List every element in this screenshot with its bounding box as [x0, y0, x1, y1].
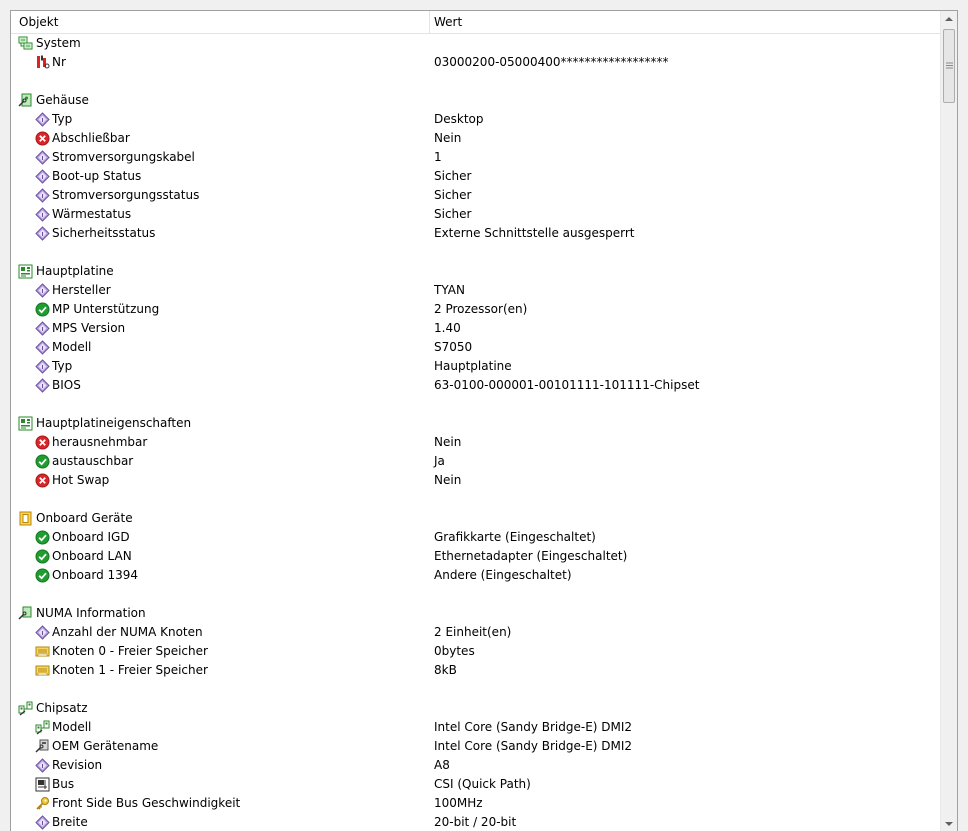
- property-icon: [35, 359, 50, 374]
- property-label: Hot Swap: [52, 473, 110, 487]
- property-label: Bus: [52, 777, 75, 791]
- property-value: Sicher: [434, 188, 472, 202]
- category-row[interactable]: [11, 414, 941, 433]
- grip-icon: [946, 62, 953, 69]
- property-label: OEM Gerätename: [52, 739, 159, 753]
- property-icon: [35, 758, 50, 773]
- category-row[interactable]: [11, 509, 941, 528]
- property-row[interactable]: [11, 224, 941, 243]
- no-icon: [35, 473, 50, 488]
- property-label: Breite: [52, 815, 88, 829]
- property-value: 2 Einheit(en): [434, 625, 512, 639]
- category-label: System: [36, 36, 81, 50]
- category-label: Hauptplatine: [36, 264, 114, 278]
- property-label: Stromversorgungskabel: [52, 150, 195, 164]
- property-value: TYAN: [434, 283, 465, 297]
- system-info-panel: [10, 10, 958, 831]
- property-value: 1.40: [434, 321, 461, 335]
- property-value: 2 Prozessor(en): [434, 302, 528, 316]
- property-label: herausnehmbar: [52, 435, 148, 449]
- property-row[interactable]: [11, 357, 941, 376]
- property-row[interactable]: [11, 718, 941, 737]
- property-row[interactable]: [11, 737, 941, 756]
- onboard-device-icon: [18, 511, 33, 526]
- property-value: CSI (Quick Path): [434, 777, 531, 791]
- property-value: Sicher: [434, 207, 472, 221]
- chipset-icon: [35, 720, 50, 735]
- category-row[interactable]: [11, 262, 941, 281]
- motherboard-icon: [18, 416, 33, 431]
- property-icon: [35, 188, 50, 203]
- property-row[interactable]: [11, 110, 941, 129]
- property-label: austauschbar: [52, 454, 134, 468]
- property-row[interactable]: [11, 148, 941, 167]
- property-icon: [35, 150, 50, 165]
- property-row[interactable]: [11, 129, 941, 148]
- device-name-icon: [35, 739, 50, 754]
- property-row[interactable]: [11, 452, 941, 471]
- property-label: MP Unterstützung: [52, 302, 160, 316]
- category-row[interactable]: [11, 34, 941, 53]
- property-icon: [35, 321, 50, 336]
- property-label: Front Side Bus Geschwindigkeit: [52, 796, 241, 810]
- property-label: Typ: [52, 359, 73, 373]
- property-label: Anzahl der NUMA Knoten: [52, 625, 203, 639]
- property-row[interactable]: [11, 53, 941, 72]
- property-row[interactable]: [11, 471, 941, 490]
- category-row[interactable]: [11, 91, 941, 110]
- property-value: Desktop: [434, 112, 484, 126]
- property-value: Nein: [434, 435, 462, 449]
- yes-icon: [35, 302, 50, 317]
- property-value: Intel Core (Sandy Bridge-E) DMI2: [434, 720, 633, 734]
- property-value: 8kB: [434, 663, 457, 677]
- property-value: 63-0100-000001-00101111-101111-Chipset: [434, 378, 700, 392]
- memory-icon: [35, 663, 50, 678]
- property-row[interactable]: [11, 300, 941, 319]
- yes-icon: [35, 549, 50, 564]
- category-label: NUMA Information: [36, 606, 146, 620]
- no-icon: [35, 435, 50, 450]
- scrollbar-thumb[interactable]: [943, 29, 955, 103]
- vertical-scrollbar[interactable]: [940, 11, 957, 831]
- column-header-value[interactable]: Wert: [434, 15, 463, 29]
- property-row[interactable]: [11, 205, 941, 224]
- property-value: Sicher: [434, 169, 472, 183]
- property-row[interactable]: [11, 623, 941, 642]
- column-header: [11, 11, 941, 34]
- category-row[interactable]: [11, 604, 941, 623]
- property-row[interactable]: [11, 376, 941, 395]
- system-icon: [18, 36, 33, 51]
- property-icon: [35, 340, 50, 355]
- property-row[interactable]: [11, 775, 941, 794]
- property-value: 20-bit / 20-bit: [434, 815, 517, 829]
- property-label: Sicherheitsstatus: [52, 226, 156, 240]
- property-value: 1: [434, 150, 442, 164]
- property-label: Abschließbar: [52, 131, 130, 145]
- property-value: Nein: [434, 131, 462, 145]
- property-label: Revision: [52, 758, 103, 772]
- property-row[interactable]: [11, 566, 941, 585]
- property-label: Nr: [52, 55, 66, 69]
- chassis-icon: [18, 93, 33, 108]
- property-label: Typ: [52, 112, 73, 126]
- property-label: Hersteller: [52, 283, 111, 297]
- chipset-icon: [18, 701, 33, 716]
- property-value: Externe Schnittstelle ausgesperrt: [434, 226, 635, 240]
- yes-icon: [35, 454, 50, 469]
- category-label: Chipsatz: [36, 701, 88, 715]
- category-row[interactable]: [11, 699, 941, 718]
- property-label: Onboard LAN: [52, 549, 132, 563]
- property-icon: [35, 226, 50, 241]
- property-label: MPS Version: [52, 321, 126, 335]
- property-row[interactable]: [11, 338, 941, 357]
- column-header-object[interactable]: Objekt: [11, 11, 430, 33]
- numa-icon: [18, 606, 33, 621]
- scroll-up-icon[interactable]: [941, 11, 957, 28]
- property-icon: [35, 815, 50, 830]
- bus-icon: [35, 777, 50, 792]
- property-row[interactable]: [11, 281, 941, 300]
- property-row[interactable]: [11, 186, 941, 205]
- property-label: BIOS: [52, 378, 81, 392]
- category-label: Onboard Geräte: [36, 511, 133, 525]
- property-label: Stromversorgungsstatus: [52, 188, 200, 202]
- motherboard-icon: [18, 264, 33, 279]
- property-label: Knoten 1 - Freier Speicher: [52, 663, 208, 677]
- property-row[interactable]: [11, 433, 941, 452]
- yes-icon: [35, 530, 50, 545]
- property-label: Onboard 1394: [52, 568, 139, 582]
- property-icon: [35, 112, 50, 127]
- property-value: 0bytes: [434, 644, 475, 658]
- property-value: Intel Core (Sandy Bridge-E) DMI2: [434, 739, 633, 753]
- no-icon: [35, 131, 50, 146]
- property-value: 03000200-05000400******************: [434, 55, 669, 69]
- property-row[interactable]: [11, 319, 941, 338]
- property-value: 100MHz: [434, 796, 483, 810]
- property-icon: [35, 207, 50, 222]
- yes-icon: [35, 568, 50, 583]
- property-label: Modell: [52, 340, 92, 354]
- property-label: Wärmestatus: [52, 207, 132, 221]
- property-value: S7050: [434, 340, 473, 354]
- property-value: Andere (Eingeschaltet): [434, 568, 572, 582]
- property-value: Ja: [434, 454, 445, 468]
- property-icon: [35, 283, 50, 298]
- property-value: A8: [434, 758, 450, 772]
- memory-icon: [35, 644, 50, 659]
- property-value: Ethernetadapter (Eingeschaltet): [434, 549, 628, 563]
- category-label: Gehäuse: [36, 93, 89, 107]
- property-row[interactable]: [11, 547, 941, 566]
- property-row[interactable]: [11, 813, 941, 831]
- property-value: Grafikkarte (Eingeschaltet): [434, 530, 596, 544]
- property-row[interactable]: [11, 661, 941, 680]
- property-label: Boot-up Status: [52, 169, 142, 183]
- scroll-down-icon[interactable]: [941, 815, 957, 831]
- property-label: Onboard IGD: [52, 530, 130, 544]
- property-list: [11, 34, 941, 831]
- property-label: Knoten 0 - Freier Speicher: [52, 644, 208, 658]
- property-row[interactable]: [11, 528, 941, 547]
- property-value: Nein: [434, 473, 462, 487]
- property-row[interactable]: [11, 167, 941, 186]
- property-icon: [35, 625, 50, 640]
- key-icon: [35, 796, 50, 811]
- serial-number-icon: [35, 55, 50, 70]
- property-row[interactable]: [11, 642, 941, 661]
- property-icon: [35, 169, 50, 184]
- property-icon: [35, 378, 50, 393]
- property-label: Modell: [52, 720, 92, 734]
- property-value: Hauptplatine: [434, 359, 512, 373]
- category-label: Hauptplatineigenschaften: [36, 416, 192, 430]
- property-row[interactable]: [11, 794, 941, 813]
- property-row[interactable]: [11, 756, 941, 775]
